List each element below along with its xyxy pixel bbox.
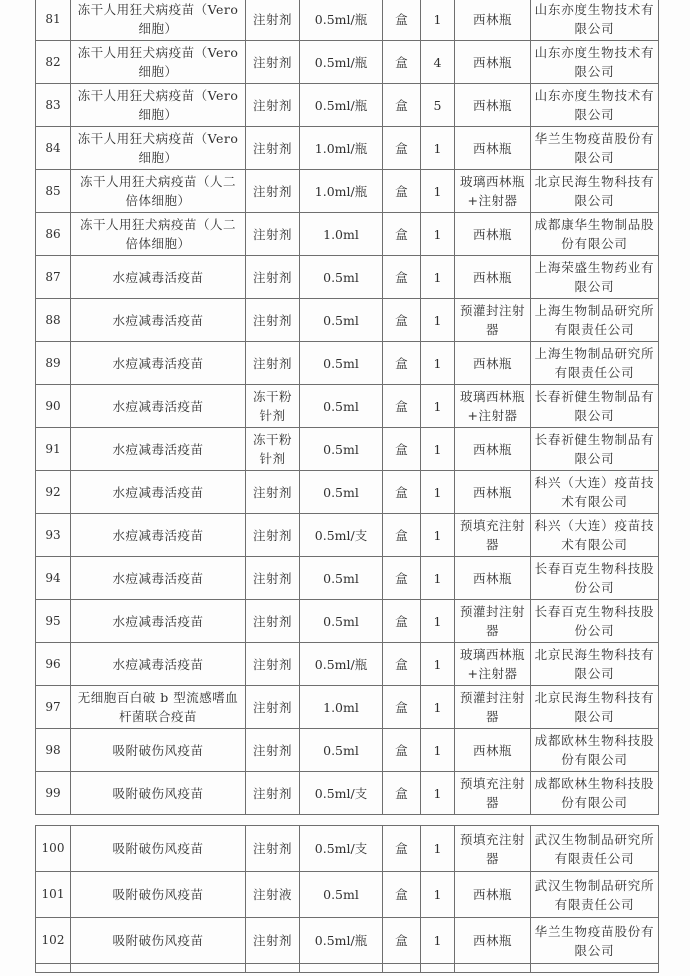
cell-spec: 0.5ml bbox=[300, 299, 383, 342]
cell-pack: 预灌封注射器 bbox=[455, 686, 531, 729]
cell-pack: 西林瓶 bbox=[455, 918, 531, 964]
cell-spec: 1.0ml/瓶 bbox=[300, 170, 383, 213]
cell-qty: 1 bbox=[421, 826, 455, 872]
cell-spec: 0.5ml bbox=[300, 428, 383, 471]
cell-mfr: 武汉生物制品研究所有限责任公司 bbox=[531, 826, 659, 872]
table-row bbox=[36, 213, 659, 256]
cell-qty: 1 bbox=[421, 918, 455, 964]
cell-name: 水痘减毒活疫苗 bbox=[71, 600, 246, 643]
table-row bbox=[36, 0, 659, 41]
cell-name: 冻干人用狂犬病疫苗（Vero 细胞） bbox=[71, 0, 246, 41]
cell-qty: 1 bbox=[421, 557, 455, 600]
table-row bbox=[36, 471, 659, 514]
cell-name: 冻干人用狂犬病疫苗（Vero 细胞） bbox=[71, 127, 246, 170]
cell-unit: 盒 bbox=[383, 84, 421, 127]
cell-mfr: 北京民海生物科技有限公司 bbox=[531, 686, 659, 729]
cell-unit: 盒 bbox=[383, 514, 421, 557]
cell-form: 注射剂 bbox=[246, 826, 300, 872]
cell-spec: 0.5ml/支 bbox=[300, 826, 383, 872]
cell-spec: 0.5ml bbox=[300, 342, 383, 385]
cell-num: 93 bbox=[36, 514, 71, 557]
cell-unit: 盒 bbox=[383, 557, 421, 600]
cell-name: 水痘减毒活疫苗 bbox=[71, 428, 246, 471]
cell-spec: 1.0ml/瓶 bbox=[300, 127, 383, 170]
cell-qty: 1 bbox=[421, 514, 455, 557]
cell-name-empty bbox=[71, 964, 246, 973]
cell-qty: 1 bbox=[421, 299, 455, 342]
table-row bbox=[36, 643, 659, 686]
cell-pack: 西林瓶 bbox=[455, 471, 531, 514]
table-row bbox=[36, 299, 659, 342]
cell-unit: 盒 bbox=[383, 872, 421, 918]
cell-num: 84 bbox=[36, 127, 71, 170]
cell-mfr: 长春祈健生物制品有限公司 bbox=[531, 428, 659, 471]
cell-mfr: 上海荣盛生物药业有限公司 bbox=[531, 256, 659, 299]
cell-mfr: 上海生物制品研究所有限责任公司 bbox=[531, 299, 659, 342]
cell-form: 注射剂 bbox=[246, 471, 300, 514]
table-row bbox=[36, 84, 659, 127]
cell-pack: 西林瓶 bbox=[455, 557, 531, 600]
cell-unit: 盒 bbox=[383, 299, 421, 342]
cell-num: 102 bbox=[36, 918, 71, 964]
cell-name: 水痘减毒活疫苗 bbox=[71, 342, 246, 385]
cell-form: 注射剂 bbox=[246, 729, 300, 772]
cell-unit: 盒 bbox=[383, 826, 421, 872]
cell-qty: 1 bbox=[421, 872, 455, 918]
table-row bbox=[36, 772, 659, 815]
cell-name: 冻干人用狂犬病疫苗（Vero 细胞） bbox=[71, 41, 246, 84]
cell-spec: 0.5ml bbox=[300, 557, 383, 600]
table-row bbox=[36, 342, 659, 385]
table-row bbox=[36, 826, 659, 872]
cell-spec: 0.5ml/瓶 bbox=[300, 84, 383, 127]
cell-qty: 1 bbox=[421, 213, 455, 256]
cell-unit: 盒 bbox=[383, 41, 421, 84]
cell-mfr: 长春百克生物科技股份公司 bbox=[531, 557, 659, 600]
cell-num: 97 bbox=[36, 686, 71, 729]
cell-qty: 1 bbox=[421, 643, 455, 686]
cell-form: 注射剂 bbox=[246, 84, 300, 127]
cell-num: 82 bbox=[36, 41, 71, 84]
cell-num: 86 bbox=[36, 213, 71, 256]
cell-qty: 1 bbox=[421, 342, 455, 385]
cell-mfr: 武汉生物制品研究所有限责任公司 bbox=[531, 872, 659, 918]
table-row bbox=[36, 600, 659, 643]
table-row bbox=[36, 256, 659, 299]
cell-unit: 盒 bbox=[383, 428, 421, 471]
cell-qty: 5 bbox=[421, 84, 455, 127]
table-row bbox=[36, 918, 659, 964]
cell-mfr: 山东亦度生物技术有限公司 bbox=[531, 0, 659, 41]
cell-num: 81 bbox=[36, 0, 71, 41]
cell-name: 冻干人用狂犬病疫苗（人二倍体细胞） bbox=[71, 170, 246, 213]
cell-unit: 盒 bbox=[383, 213, 421, 256]
cell-pack: 预填充注射器 bbox=[455, 826, 531, 872]
cell-mfr-empty bbox=[531, 964, 659, 973]
cell-spec: 0.5ml/瓶 bbox=[300, 0, 383, 41]
table-row bbox=[36, 428, 659, 471]
cell-spec: 0.5ml bbox=[300, 729, 383, 772]
cell-num: 87 bbox=[36, 256, 71, 299]
cell-pack: 预灌封注射器 bbox=[455, 299, 531, 342]
cell-name: 吸附破伤风疫苗 bbox=[71, 729, 246, 772]
table-row bbox=[36, 729, 659, 772]
cell-name: 水痘减毒活疫苗 bbox=[71, 514, 246, 557]
cell-unit-empty bbox=[383, 964, 421, 973]
cell-spec: 0.5ml/支 bbox=[300, 772, 383, 815]
table-row bbox=[36, 385, 659, 428]
cell-name: 水痘减毒活疫苗 bbox=[71, 256, 246, 299]
cell-pack: 西林瓶 bbox=[455, 0, 531, 41]
cell-mfr: 科兴（大连）疫苗技术有限公司 bbox=[531, 514, 659, 557]
table-row bbox=[36, 514, 659, 557]
cell-form: 注射剂 bbox=[246, 557, 300, 600]
cell-name: 无细胞百白破 b 型流感嗜血杆菌联合疫苗 bbox=[71, 686, 246, 729]
cell-pack: 西林瓶 bbox=[455, 342, 531, 385]
cell-qty: 1 bbox=[421, 729, 455, 772]
cell-form: 冻干粉针剂 bbox=[246, 428, 300, 471]
cell-form: 注射剂 bbox=[246, 342, 300, 385]
cell-mfr: 山东亦度生物技术有限公司 bbox=[531, 41, 659, 84]
cell-pack: 玻璃西林瓶+注射器 bbox=[455, 385, 531, 428]
cell-name: 水痘减毒活疫苗 bbox=[71, 471, 246, 514]
cell-form-empty bbox=[246, 964, 300, 973]
cell-spec: 0.5ml bbox=[300, 471, 383, 514]
cell-mfr: 北京民海生物科技有限公司 bbox=[531, 643, 659, 686]
cell-mfr: 长春祈健生物制品有限公司 bbox=[531, 385, 659, 428]
cell-form: 注射剂 bbox=[246, 170, 300, 213]
cell-mfr: 山东亦度生物技术有限公司 bbox=[531, 84, 659, 127]
table-row bbox=[36, 872, 659, 918]
cell-form: 注射剂 bbox=[246, 600, 300, 643]
cell-num: 100 bbox=[36, 826, 71, 872]
page-break-gap bbox=[35, 815, 690, 825]
cell-mfr: 华兰生物疫苗股份有限公司 bbox=[531, 918, 659, 964]
cell-name: 吸附破伤风疫苗 bbox=[71, 918, 246, 964]
cell-form: 注射剂 bbox=[246, 299, 300, 342]
cell-pack: 西林瓶 bbox=[455, 127, 531, 170]
vaccine-table-block-2 bbox=[35, 825, 659, 973]
cell-num: 98 bbox=[36, 729, 71, 772]
cell-qty: 4 bbox=[421, 41, 455, 84]
cell-form: 注射剂 bbox=[246, 41, 300, 84]
cell-spec: 0.5ml/瓶 bbox=[300, 41, 383, 84]
cell-qty: 1 bbox=[421, 471, 455, 514]
cell-unit: 盒 bbox=[383, 643, 421, 686]
cell-num: 85 bbox=[36, 170, 71, 213]
cell-pack: 西林瓶 bbox=[455, 729, 531, 772]
table-row-partial bbox=[36, 964, 659, 973]
cell-spec: 0.5ml bbox=[300, 256, 383, 299]
cell-spec: 0.5ml/瓶 bbox=[300, 643, 383, 686]
cell-spec-empty bbox=[300, 964, 383, 973]
cell-mfr: 成都康华生物制品股份有限公司 bbox=[531, 213, 659, 256]
cell-qty: 1 bbox=[421, 127, 455, 170]
cell-name: 吸附破伤风疫苗 bbox=[71, 772, 246, 815]
table-row bbox=[36, 557, 659, 600]
cell-num: 94 bbox=[36, 557, 71, 600]
cell-pack: 西林瓶 bbox=[455, 84, 531, 127]
cell-qty: 1 bbox=[421, 772, 455, 815]
cell-unit: 盒 bbox=[383, 772, 421, 815]
table-row bbox=[36, 41, 659, 84]
cell-spec: 1.0ml bbox=[300, 213, 383, 256]
cell-num: 83 bbox=[36, 84, 71, 127]
cell-name: 冻干人用狂犬病疫苗（Vero 细胞） bbox=[71, 84, 246, 127]
cell-unit: 盒 bbox=[383, 385, 421, 428]
cell-mfr: 成都欧林生物科技股份有限公司 bbox=[531, 772, 659, 815]
cell-unit: 盒 bbox=[383, 918, 421, 964]
cell-name: 水痘减毒活疫苗 bbox=[71, 385, 246, 428]
cell-mfr: 长春百克生物科技股份公司 bbox=[531, 600, 659, 643]
cell-mfr: 科兴（大连）疫苗技术有限公司 bbox=[531, 471, 659, 514]
cell-num: 91 bbox=[36, 428, 71, 471]
cell-spec: 0.5ml bbox=[300, 600, 383, 643]
cell-unit: 盒 bbox=[383, 471, 421, 514]
cell-name: 吸附破伤风疫苗 bbox=[71, 826, 246, 872]
cell-pack: 西林瓶 bbox=[455, 213, 531, 256]
cell-qty: 1 bbox=[421, 385, 455, 428]
table-row bbox=[36, 170, 659, 213]
cell-spec: 0.5ml/瓶 bbox=[300, 918, 383, 964]
cell-qty: 1 bbox=[421, 0, 455, 41]
cell-unit: 盒 bbox=[383, 170, 421, 213]
cell-form: 注射剂 bbox=[246, 643, 300, 686]
cell-unit: 盒 bbox=[383, 600, 421, 643]
cell-spec: 0.5ml/支 bbox=[300, 514, 383, 557]
cell-form: 注射剂 bbox=[246, 514, 300, 557]
cell-pack: 西林瓶 bbox=[455, 872, 531, 918]
cell-pack: 西林瓶 bbox=[455, 256, 531, 299]
cell-form: 注射剂 bbox=[246, 127, 300, 170]
cell-mfr: 北京民海生物科技有限公司 bbox=[531, 170, 659, 213]
cell-mfr: 上海生物制品研究所有限责任公司 bbox=[531, 342, 659, 385]
vaccine-list bbox=[35, 0, 690, 973]
cell-num: 95 bbox=[36, 600, 71, 643]
cell-spec: 0.5ml bbox=[300, 872, 383, 918]
cell-qty: 1 bbox=[421, 686, 455, 729]
cell-name: 吸附破伤风疫苗 bbox=[71, 872, 246, 918]
vaccine-table-block-1 bbox=[35, 0, 659, 815]
cell-pack: 预填充注射器 bbox=[455, 772, 531, 815]
cell-num-empty bbox=[36, 964, 71, 973]
cell-pack: 西林瓶 bbox=[455, 41, 531, 84]
cell-form: 冻干粉针剂 bbox=[246, 385, 300, 428]
cell-qty: 1 bbox=[421, 600, 455, 643]
cell-qty: 1 bbox=[421, 428, 455, 471]
cell-qty: 1 bbox=[421, 170, 455, 213]
cell-num: 92 bbox=[36, 471, 71, 514]
cell-name: 水痘减毒活疫苗 bbox=[71, 643, 246, 686]
cell-unit: 盒 bbox=[383, 256, 421, 299]
cell-num: 90 bbox=[36, 385, 71, 428]
cell-form: 注射剂 bbox=[246, 256, 300, 299]
cell-unit: 盒 bbox=[383, 127, 421, 170]
cell-pack: 西林瓶 bbox=[455, 428, 531, 471]
cell-mfr: 华兰生物疫苗股份有限公司 bbox=[531, 127, 659, 170]
cell-spec: 1.0ml bbox=[300, 686, 383, 729]
cell-qty: 1 bbox=[421, 256, 455, 299]
cell-pack: 预填充注射器 bbox=[455, 514, 531, 557]
cell-num: 89 bbox=[36, 342, 71, 385]
cell-qty-empty bbox=[421, 964, 455, 973]
table-row bbox=[36, 686, 659, 729]
cell-unit: 盒 bbox=[383, 729, 421, 772]
cell-num: 96 bbox=[36, 643, 71, 686]
cell-unit: 盒 bbox=[383, 686, 421, 729]
cell-name: 冻干人用狂犬病疫苗（人二倍体细胞） bbox=[71, 213, 246, 256]
cell-form: 注射液 bbox=[246, 872, 300, 918]
cell-name: 水痘减毒活疫苗 bbox=[71, 557, 246, 600]
cell-form: 注射剂 bbox=[246, 213, 300, 256]
cell-pack: 预灌封注射器 bbox=[455, 600, 531, 643]
cell-form: 注射剂 bbox=[246, 772, 300, 815]
cell-pack-empty bbox=[455, 964, 531, 973]
cell-mfr: 成都欧林生物科技股份有限公司 bbox=[531, 729, 659, 772]
cell-form: 注射剂 bbox=[246, 0, 300, 41]
cell-num: 99 bbox=[36, 772, 71, 815]
cell-num: 101 bbox=[36, 872, 71, 918]
cell-unit: 盒 bbox=[383, 342, 421, 385]
cell-name: 水痘减毒活疫苗 bbox=[71, 299, 246, 342]
cell-unit: 盒 bbox=[383, 0, 421, 41]
cell-num: 88 bbox=[36, 299, 71, 342]
table-row bbox=[36, 127, 659, 170]
cell-form: 注射剂 bbox=[246, 918, 300, 964]
cell-form: 注射剂 bbox=[246, 686, 300, 729]
cell-pack: 玻璃西林瓶+注射器 bbox=[455, 170, 531, 213]
cell-pack: 玻璃西林瓶+注射器 bbox=[455, 643, 531, 686]
cell-spec: 0.5ml bbox=[300, 385, 383, 428]
